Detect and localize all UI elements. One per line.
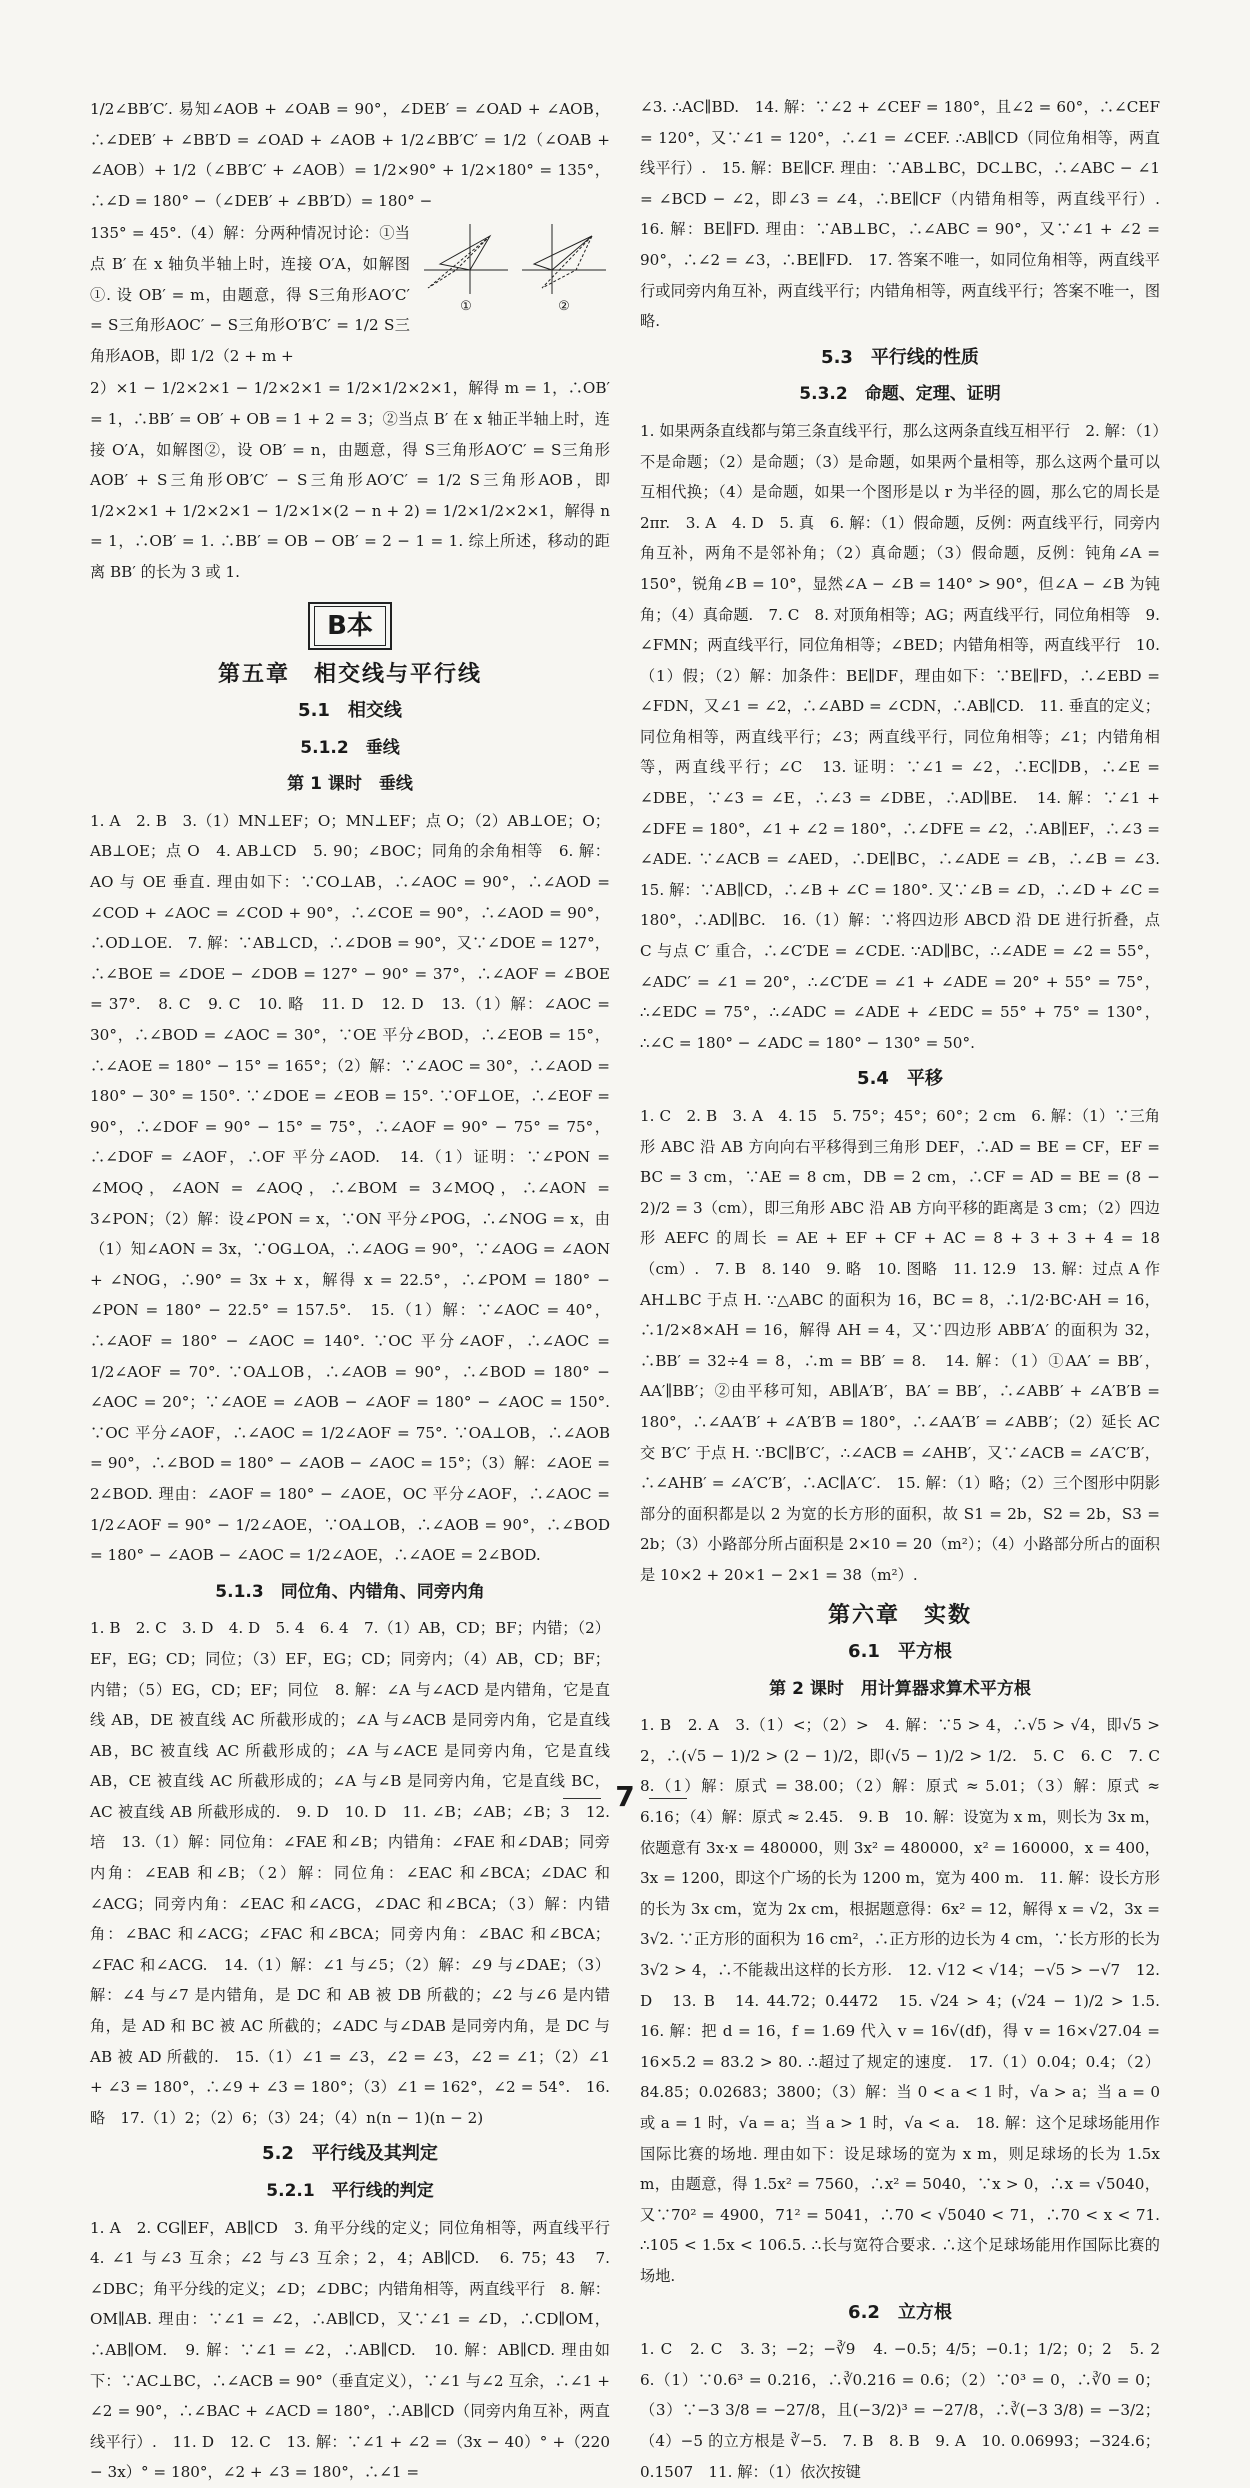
paragraph: 135° = 45°.（4）解：分两种情况讨论：①当点 B′ 在 x 轴负半轴上时，连接 O′A，如解图①. 设 OB′ = m，由题意，得 S三角形AO′C′ = S三角形AOC′ − S三角形O′B′C′ = 1/2 S三角形AOB，即 1/2（2 + m +: [90, 224, 410, 365]
footer-dash-right: [649, 1798, 687, 1799]
figure-text: [90, 94, 610, 216]
page-number: 7: [615, 1780, 635, 1813]
figure-2-label: ②: [558, 299, 570, 315]
chapter-title: 第五章 相交线与平行线: [217, 661, 482, 687]
section-title: 6.2 立方根: [848, 2301, 952, 2323]
paragraph: 1/2∠BB′C′. 易知∠AOB + ∠OAB = 90°，∠DEB′ = ∠OAD + ∠AOB，∴∠DEB′ + ∠BB′D = ∠OAD + ∠AOB + 1/2∠BB′C′ = 1/2（∠OAB + ∠AOB）+ 1/2（∠BB′C′ + ∠AOB）= 1/2×90° + 1/2×180° = 135°，∴∠D = 180° −（∠DEB′ + ∠BB′D）= 180° −: [90, 100, 610, 210]
figure-row: [90, 218, 610, 371]
left-column: [90, 92, 626, 2488]
b-book-outer-frame: [308, 602, 392, 650]
solution-figure-2: [518, 218, 610, 316]
paragraph: 1. A 2. B 3.（1）MN⊥EF；O；MN⊥EF；点 O；（2）AB⊥OE；O；AB⊥OE；点 O 4. AB⊥CD 5. 90；∠BOC；同角的余角相等 6. 解：AO 与 OE 垂直. 理由如下：∵CO⊥AB，∴∠AOC = 90°，∴∠AOD = ∠COD + ∠AOC = ∠COD + 90°，∴∠COE = 90°，∴∠AOD = 90°，∴OD⊥OE. 7. 解：∵AB⊥CD，∴∠DOB = 90°，又∵∠DOE = 127°，∴∠BOE = ∠DOE − ∠DOB = 127° − 90° = 37°，∴∠AOF = ∠BOE = 37°. 8. C 9. C 10. 略 11. D 12. D 13.（1）解：∠AOC = 30°，∴∠BOD = ∠AOC = 30°，∵OE 平分∠BOD，∴∠EOB = 15°，∴∠AOE = 180° − 15° = 165°；（2）解：∵∠AOC = 30°，∴∠AOD = 180° − 30° = 150°. ∵∠DOE = ∠EOB = 15°. ∵OF⊥OE，∴∠EOF = 90°，∴∠DOF = 90° − 15° = 75°，∴∠AOF = 90° − 75° = 75°，∴∠DOF = ∠AOF，∴OF 平分∠AOD. 14.（1）证明：∵∠PON = ∠MOQ，∠AON = ∠AOQ，∴∠BOM = 3∠MOQ，∴∠AON = 3∠PON；（2）解：设∠PON = x，∵ON 平分∠POG，∴∠NOG = x，由（1）知∠AON = 3x，∵OG⊥OA，∴∠AOG = 90°，∵∠AOG = ∠AON + ∠NOG，∴90° = 3x + x，解得 x = 22.5°，∴∠POM = 180° − ∠PON = 180° − 22.5° = 157.5°. 15.（1）解：∵∠AOC = 40°，∴∠AOF = 180° − ∠AOC = 140°. ∵OC 平分∠AOF，∴∠AOC = 1/2∠AOF = 70°. ∵OA⊥OB，∴∠AOB = 90°，∴∠BOD = 180° − ∠AOC = 20°；∵∠AOE = ∠AOB − ∠AOF = 180° − ∠AOC = 150°. ∵OC 平分∠AOF，∴∠AOC = 1/2∠AOF = 75°. ∵OA⊥OB，∴∠AOB = 90°，∴∠BOD = 180° − ∠AOB − ∠AOC = 15°；（3）解：∠AOE = 2∠BOD. 理由：∠AOF = 180° − ∠AOE，OC 平分∠AOF，∴∠AOC = 1/2∠AOF = 90° − 1/2∠AOE，∵OA⊥OB，∴∠AOB = 90°，∴∠BOD = 180° − ∠AOB − ∠AOC = 1/2∠AOE，∴∠AOE = 2∠BOD.: [90, 811, 610, 1565]
section-title: 5.1 相交线: [298, 700, 402, 722]
paragraph: 1. C 2. C 3. 3；−2；−∛9 4. −0.5；4/5；−0.1；1/2；0；2 5. 2 6.（1）∵0.6³ = 0.216，∴∛0.216 = 0.6；（2）∵0³ = 0，∴∛0 = 0；（3）∵−3 3/8 = −27/8，且(−3/2)³ = −27/8，∴∛(−3 3/8) = −3/2；（4）−5 的立方根是 ∛−5. 7. B 8. B 9. A 10. 0.06993；−324.6；0.1507 11. 解：（1）依次按键: [640, 2340, 1176, 2481]
paragraph: 1. A 2. CG∥EF，AB∥CD 3. 角平分线的定义；同位角相等，两直线平行 4. ∠1 与∠3 互余；∠2 与∠3 互余；2，4；AB∥CD. 6. 75；43 7. ∠DBC；角平分线的定义；∠D；∠DBC；内错角相等，两直线平行 8. 解：OM∥AB. 理由：∵∠1 = ∠2，∴AB∥CD，又∵∠1 = ∠D，∴CD∥OM，∴AB∥OM. 9. 解：∵∠1 = ∠2，∴AB∥CD. 10. 解：AB∥CD. 理由如下：∵AC⊥BC，∴∠ACB = 90°（垂直定义），∵∠1 与∠2 互余，∴∠1 + ∠2 = 90°，∴∠BAC + ∠ACD = 180°，∴AB∥CD（同旁内角互补，两直线平行）. 11. D 12. C 13. 解：∵∠1 + ∠2 =（3x − 40）° +（220 − 3x）° = 180°，∠2 + ∠3 = 180°，∴∠1 =: [90, 2218, 626, 2482]
coordinate-figure-2-icon: [518, 218, 610, 298]
figure-1-label: ①: [460, 299, 472, 315]
paragraph: 1. B 2. C 3. D 4. D 5. 4 6. 4 7.（1）AB，CD；BF；内错；（2）EF，EG；CD；同位；（3）EF，EG；CD；同旁内；（4）AB，CD；BF；内错；（5）EG，CD；EF；同位 8. 解：∠A 与∠ACD 是内错角，它是直线 AB，DE 被直线 AC 所截形成的；∠A 与∠ACB 是同旁内角，它是直线 AB，BC 被直线 AC 所截形成的；∠A 与∠ACE 是同旁内角，它是直线 AB，CE 被直线 AC 所截形成的；∠A 与∠B 是同旁内角，它是直线 BC，AC 被直线 AB 所截形成的. 9. D 10. D 11. ∠B；∠AB；∠B；3 12. 培 13.（1）解：同位角：∠FAE 和∠B；内错角：∠FAE 和∠DAB；同旁内角：∠EAB 和∠B；（2）解：同位角：∠EAC 和∠BCA；∠DAC 和∠ACG；同旁内角：∠EAC 和∠ACG，∠DAC 和∠BCA；（3）解：内错角：∠BAC 和∠ACG；∠FAC 和∠BCA；同旁内角：∠BAC 和∠BCA；∠FAC 和∠ACG. 14.（1）解：∠1 与∠5；（2）解：∠9 与∠DAE；（3）解：∠4 与∠7 是内错角，是 DC 和 AB 被 DB 所截的；∠2 与∠6 是内错角，是 AD 和 BC 被 AC 所截的；∠ADC 与∠DAB 是同旁内角，是 DC 与 AB 被 AD 所截的. 15.（1）∠1 = ∠3，∠2 = ∠3，∠2 = ∠1；（2）∠1 + ∠3 = 180°，∴∠9 + ∠3 = 180°；（3）∠1 = 162°，∠2 = 54°. 16. 略 17.（1）2；（2）6；（3）24；（4）n(n − 1)(n − 2): [90, 1619, 610, 2127]
subsection-title: 5.3.2 命题、定理、证明: [799, 384, 1001, 405]
paragraph: ∠3. ∴AC∥BD. 14. 解：∵∠2 + ∠CEF = 180°，且∠2 = 60°，∴∠CEF = 120°，又∵∠1 = 120°，∴∠1 = ∠CEF. ∴AB∥CD（同位角相等，两直线平行）. 15. 解：BE∥CF. 理由：∵AB⊥BC，DC⊥BC，∴∠ABC − ∠1 = ∠BCD − ∠2，即∠3 = ∠4，∴BE∥CF（内错角相等，两直线平行）. 16. 解：BE∥FD. 理由：∵AB⊥BC，∴∠ABC = 90°，又∵∠1 + ∠2 = 90°，∴∠2 = ∠3，∴BE∥FD. 17. 答案不唯一，如同位角相等，两直线平行或同旁内角互补，两直线平行；内错角相等，两直线平行；答案不唯一，图略.: [640, 98, 1176, 331]
subsection-title: 5.1.2 垂线: [300, 737, 400, 758]
lesson-title: 第 1 课时 垂线: [287, 774, 413, 795]
section-title: 5.2 平行线及其判定: [262, 2143, 438, 2165]
coordinate-figure-1-icon: [420, 218, 512, 298]
subsection-title: 5.2.1 平行线的判定: [266, 2181, 434, 2201]
figure-row: [90, 94, 610, 216]
section-title: 6.1 平方根: [848, 1641, 952, 1663]
chapter-title: 第六章 实数: [827, 1602, 972, 1628]
solution-figures: [420, 218, 610, 316]
section-title: 5.3 平行线的性质: [821, 346, 979, 368]
b-book-label: B本: [314, 606, 386, 646]
solution-figure-1: [420, 218, 512, 316]
paragraph: 1. 如果两条直线都与第三条直线平行，那么这两条直线互相平行 2. 解：（1）不是命题；（2）是命题；（3）是命题，如果两个量相等，那么这两个量可以互相代换；（4）是命题，如果一个图形是以 r 为半径的圆，那么它的周长是 2πr. 3. A 4. D 5. 真 6. 解：（1）假命题，反例：两直线平行，同旁内角互补，两角不是邻补角；（2）真命题；（3）假命题，反例：钝角∠A = 150°，锐角∠B = 10°，显然∠A − ∠B = 140° > 90°，但∠A − ∠B 为钝角；（4）真命题. 7. C 8. 对顶角相等；AG；两直线平行，同位角相等 9. ∠FMN；两直线平行，同位角相等；∠BED；内错角相等，两直线平行 10.（1）假；（2）解：加条件：BE∥DF，理由如下：∵BE∥FD，∴∠EBD = ∠FDN，又∠1 = ∠2，∴∠ABD = ∠CDN，∴AB∥CD. 11. 垂直的定义；同位角相等，两直线平行；∠3；两直线平行，同位角相等；∠1；内错角相等，两直线平行；∠C 13. 证明：∵∠1 = ∠2，∴EC∥DB，∴∠E = ∠DBE，∵∠3 = ∠E，∴∠3 = ∠DBE，∴AD∥BE. 14. 解：∵∠1 + ∠DFE = 180°，∠1 + ∠2 = 180°，∴∠DFE = ∠2，∴AB∥EF，∴∠3 = ∠ADE. ∵∠ACB = ∠AED，∴DE∥BC，∴∠ADE = ∠B，∴∠B = ∠3. 15. 解：∵AB∥CD，∴∠B + ∠C = 180°. 又∵∠B = ∠D，∴∠D + ∠C = 180°，∴AD∥BC. 16.（1）解：∵将四边形 ABCD 沿 DE 进行折叠，点 C 与点 C′ 重合，∴∠C′DE = ∠CDE. ∵AD∥BC，∴∠ADE = ∠2 = 55°，∠ADC′ = ∠1 = 20°，∴∠C′DE = ∠1 + ∠ADE = 20° + 55° = 75°，∴∠EDC = 75°，∴∠ADC = ∠ADE + ∠EDC = 55° + 75° = 130°，∴∠C = 180° − ∠ADC = 180° − 130° = 50°.: [640, 421, 1176, 1052]
b-book-box: [90, 602, 610, 650]
paragraph: 1. C 2. B 3. A 4. 15 5. 75°；45°；60°；2 cm 6. 解：（1）∵三角形 ABC 沿 AB 方向向右平移得到三角形 DEF，∴AD = BE = CF，EF = BC = 3 cm，∵AE = 8 cm，DB = 2 cm，∴CF = AD = BE = (8 − 2)/2 = 3（cm），即三角形 ABC 沿 AB 方向平移的距离是 3 cm；（2）四边形 AEFC 的周长 = AE + EF + CF + AC = 8 + 3 + 3 + 4 = 18（cm）. 7. B 8. 140 9. 略 10. 图略 11. 12.9 13. 解：过点 A 作 AH⊥BC 于点 H. ∵△ABC 的面积为 16，BC = 8，∴1/2·BC·AH = 16，∴1/2×8×AH = 16，解得 AH = 4，又∵四边形 ABB′A′ 的面积为 32，∴BB′ = 32÷4 = 8，∴m = BB′ = 8. 14. 解：（1）①AA′ = BB′，AA′∥BB′；②由平移可知，AB∥A′B′，BA′ = BB′，∴∠ABB′ + ∠A′B′B = 180°，∴∠AA′B′ + ∠A′B′B = 180°，∴∠AA′B′ = ∠ABB′；（2）延长 AC 交 B′C′ 于点 H. ∵BC∥B′C′，∴∠ACB = ∠AHB′，又∵∠ACB = ∠A′C′B′，∴∠AHB′ = ∠A′C′B′，∴AC∥A′C′. 15. 解：（1）略；（2）三个图形中阴影部分的面积都是以 2 为宽的长方形的面积，故 S1 = 2b，S2 = 2b，S3 = 2b；（3）小路部分所占面积是 2×10 = 20（m²）；（4）小路部分所占的面积是 10×2 + 20×1 − 2×1 = 38（m²）.: [640, 1107, 1160, 1584]
section-title: 5.4 平移: [857, 1068, 943, 1090]
right-column: [640, 92, 1176, 2487]
footer-dash-left: [563, 1798, 601, 1799]
page-footer: [0, 1780, 1250, 1813]
paragraph: 1. B 2. A 3.（1）<；（2）> 4. 解：∵5 > 4，∴√5 > √4，即√5 > 2，∴(√5 − 1)/2 > (2 − 1)/2，即(√5 − 1)/2 > 1/2. 5. C 6. C 7. C 8.（1）解：原式 = 38.00；（2）解：原式 ≈ 5.01；（3）解：原式 ≈ 6.16；（4）解：原式 ≈ 2.45. 9. B 10. 解：设宽为 x m，则长为 3x m，依题意有 3x·x = 480000，则 3x² = 480000，x² = 160000，x = 400，3x = 1200，即这个广场的长为 1200 m，宽为 400 m. 11. 解：设长方形的长为 3x cm，宽为 2x cm，根据题意得：6x² = 12，解得 x = √2，3x = 3√2. ∵正方形的面积为 16 cm²，∴正方形的边长为 4 cm，∵长方形的长为 3√2 > 4，∴不能裁出这样的长方形. 12. √12 < √14；−√5 > −√7 12. D 13. B 14. 44.72；0.4472 15. √24 > 4；(√24 − 1)/2 > 1.5. 16. 解：把 d = 16，f = 1.69 代入 v = 16√(df)，得 v = 16×√27.04 = 16×5.2 = 83.2 > 80. ∴超过了规定的速度. 17.（1）0.04；0.4；（2）84.85；0.02683；3800；（3）解：当 0 < a < 1 时，√a > a；当 a = 0 或 a = 1 时，√a = a；当 a > 1 时，√a < a. 18. 解：这个足球场能用作国际比赛的场地. 理由如下：设足球场的宽为 x m，则足球场的长为 1.5x m，由题意，得 1.5x² = 7560，∴x² = 5040，∵x > 0，∴x = √5040，又∵70² = 4900，71² = 5041，∴70 < √5040 < 71，∴70 < x < 71. ∴105 < 1.5x < 106.5. ∴长与宽符合要求. ∴这个足球场能用作国际比赛的场地.: [640, 1716, 1176, 2285]
figure-text: [90, 218, 410, 371]
paragraph: 2）×1 − 1/2×2×1 − 1/2×2×1 = 1/2×1/2×2×1，解得 m = 1，∴OB′ = 1，∴BB′ = OB′ + OB = 1 + 2 = 3；②当点 B′ 在 x 轴正半轴上时，连接 O′A，如解图②，设 OB′ = n，由题意，得 S三角形AO′C′ = S三角形AOB′ + S三角形OB′C′ − S三角形AO′C′ = 1/2 S三角形AOB，即 1/2×2×1 + 1/2×2×1 − 1/2×1×(2 − n + 2) = 1/2×1/2×2×1，解得 n = 1，∴OB′ = 1. ∴BB′ = OB − OB′ = 2 − 1 = 1. 综上所述，移动的距离 BB′ 的长为 3 或 1.: [90, 379, 610, 581]
subsection-title: 5.1.3 同位角、内错角、同旁内角: [215, 1581, 485, 1602]
lesson-title: 第 2 课时 用计算器求算术平方根: [769, 1678, 1031, 1699]
